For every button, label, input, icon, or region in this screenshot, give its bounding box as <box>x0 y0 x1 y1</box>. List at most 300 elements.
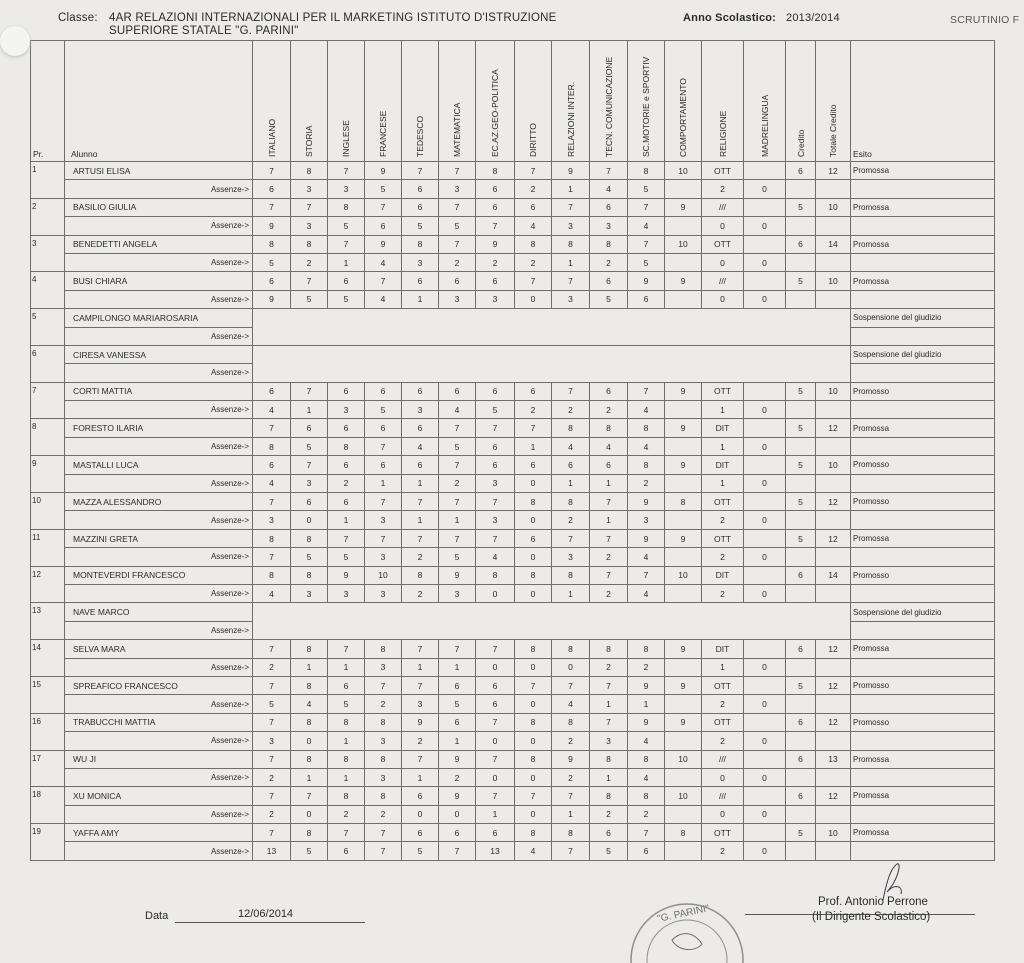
absence-cell: 1 <box>328 732 365 750</box>
grade-cell: 7 <box>515 162 552 180</box>
grade-cell: 12 <box>816 419 851 437</box>
grade-cell: 7 <box>253 640 291 658</box>
signature-scribble-icon <box>875 860 907 904</box>
grade-cell: 9 <box>628 529 665 547</box>
grade-cell: 10 <box>365 566 402 584</box>
grade-cell: 8 <box>515 640 552 658</box>
esito-empty-cell <box>851 290 995 308</box>
absence-cell: 3 <box>439 290 476 308</box>
grade-cell: 8 <box>552 824 590 842</box>
student-name: XU MONICA <box>65 787 253 805</box>
table-row <box>31 824 995 842</box>
grade-cell: 7 <box>291 787 328 805</box>
absence-cell: 2 <box>439 253 476 271</box>
student-name: BASILIO GIULIA <box>65 198 253 216</box>
absence-cell: 5 <box>328 695 365 713</box>
absence-cell: 4 <box>439 401 476 419</box>
grade-cell: 9 <box>552 162 590 180</box>
grade-cell: 7 <box>328 529 365 547</box>
grade-cell: 7 <box>552 382 590 400</box>
absence-cell: 2 <box>590 401 628 419</box>
absence-cell <box>786 658 816 676</box>
grade-cell: 9 <box>628 272 665 290</box>
row-number: 14 <box>31 640 65 677</box>
absence-cell: 3 <box>590 217 628 235</box>
school-stamp-icon <box>612 900 762 963</box>
col-subject-9 <box>590 41 628 162</box>
date-value: 12/06/2014 <box>238 908 294 920</box>
absence-cell: 5 <box>328 548 365 566</box>
grade-cell: 7 <box>253 162 291 180</box>
grade-cell: 6 <box>439 713 476 731</box>
grade-cell: 7 <box>253 713 291 731</box>
grade-cell: 9 <box>665 198 702 216</box>
grade-cell: 7 <box>590 566 628 584</box>
absence-cell <box>816 290 851 308</box>
absence-cell: 4 <box>590 437 628 455</box>
grade-cell: 8 <box>552 713 590 731</box>
absence-cell: 2 <box>328 805 365 823</box>
absence-cell <box>816 253 851 271</box>
absence-cell: 7 <box>552 842 590 860</box>
grade-cell: 7 <box>476 640 515 658</box>
esito-empty-cell <box>851 658 995 676</box>
absence-cell: 2 <box>628 658 665 676</box>
grade-cell: 9 <box>628 713 665 731</box>
grade-cell: 8 <box>515 824 552 842</box>
absence-cell: 0 <box>291 805 328 823</box>
absence-cell: 2 <box>439 474 476 492</box>
esito-empty-cell <box>851 621 995 639</box>
scrutinio-table <box>30 40 995 861</box>
esito-empty-cell <box>851 548 995 566</box>
grade-cell: 7 <box>515 419 552 437</box>
esito-cell: Promossa <box>851 419 995 437</box>
grade-cell: 8 <box>291 676 328 694</box>
grade-cell: 7 <box>253 198 291 216</box>
absence-cell: 6 <box>628 842 665 860</box>
student-name: NAVE MARCO <box>65 603 253 621</box>
absence-cell: 2 <box>253 658 291 676</box>
col-label: TECN. COMUNICAZIONE <box>603 56 614 157</box>
empty-grades <box>253 309 851 346</box>
absence-cell: 4 <box>365 290 402 308</box>
absence-cell <box>786 584 816 602</box>
col-label: RELAZIONI INTER. <box>565 81 576 157</box>
col-subject-5 <box>439 41 476 162</box>
grade-cell: 7 <box>253 787 291 805</box>
row-number: 8 <box>31 419 65 456</box>
absence-cell: 3 <box>476 474 515 492</box>
assenze-label: Assenze-> <box>65 621 253 639</box>
student-name: MAZZA ALESSANDRO <box>65 493 253 511</box>
student-name: MAZZINI GRETA <box>65 529 253 547</box>
absence-cell: 1 <box>291 401 328 419</box>
absence-cell: 2 <box>628 474 665 492</box>
absence-cell: 3 <box>291 217 328 235</box>
grade-cell: 6 <box>439 272 476 290</box>
col-label: COMPORTAMENTO <box>678 78 688 157</box>
grade-cell: OTT <box>702 824 744 842</box>
grade-cell: 9 <box>665 713 702 731</box>
absence-cell: 6 <box>628 290 665 308</box>
grade-cell: 9 <box>439 787 476 805</box>
table-row <box>31 713 995 731</box>
absence-cell <box>665 732 702 750</box>
grade-cell: 13 <box>816 750 851 768</box>
absence-cell: 6 <box>365 217 402 235</box>
absence-cell: 2 <box>402 548 439 566</box>
grade-cell: 6 <box>476 676 515 694</box>
grade-cell: 7 <box>590 713 628 731</box>
esito-empty-cell <box>851 401 995 419</box>
absence-cell: 0 <box>439 805 476 823</box>
grade-cell: 6 <box>253 456 291 474</box>
absence-cell: 2 <box>253 768 291 786</box>
grade-cell: 7 <box>476 529 515 547</box>
grade-cell: 7 <box>253 750 291 768</box>
grade-cell: 5 <box>786 824 816 842</box>
absence-cell <box>816 842 851 860</box>
absence-cell: 2 <box>476 253 515 271</box>
table-row-absences <box>31 732 995 750</box>
absence-cell: 1 <box>328 511 365 529</box>
grade-cell: 6 <box>365 419 402 437</box>
absence-cell: 0 <box>744 695 786 713</box>
absence-cell: 1 <box>702 658 744 676</box>
table-row <box>31 162 995 180</box>
grade-cell: 8 <box>628 787 665 805</box>
grade-cell: 7 <box>439 198 476 216</box>
grade-cell: 6 <box>786 162 816 180</box>
grade-cell: 10 <box>816 272 851 290</box>
absence-cell: 5 <box>476 401 515 419</box>
grade-cell: 7 <box>402 640 439 658</box>
col-label: DIRITTO <box>528 123 538 157</box>
grade-cell: 5 <box>786 529 816 547</box>
grade-cell: 12 <box>816 640 851 658</box>
grade-cell: 6 <box>365 382 402 400</box>
assenze-label: Assenze-> <box>65 327 253 345</box>
scrutinio-label: SCRUTINIO F <box>950 14 1020 26</box>
col-subject-1 <box>291 41 328 162</box>
absence-cell: 1 <box>402 658 439 676</box>
absence-cell: 0 <box>515 584 552 602</box>
esito-cell: Promossa <box>851 235 995 253</box>
absence-cell: 2 <box>515 253 552 271</box>
esito-cell: Sospensione del giudizio <box>851 345 995 363</box>
absence-cell: 1 <box>590 511 628 529</box>
absence-cell: 0 <box>702 217 744 235</box>
absence-cell: 5 <box>365 401 402 419</box>
anno-label: Anno Scolastico: <box>683 12 777 24</box>
grade-cell: 12 <box>816 787 851 805</box>
absence-cell: 3 <box>628 511 665 529</box>
absence-cell: 0 <box>744 805 786 823</box>
assenze-label: Assenze-> <box>65 290 253 308</box>
grade-cell: 7 <box>328 235 365 253</box>
col-esito: Esito <box>851 41 995 162</box>
esito-cell: Promossa <box>851 198 995 216</box>
grade-cell: 8 <box>328 787 365 805</box>
absence-cell <box>816 584 851 602</box>
assenze-label: Assenze-> <box>65 437 253 455</box>
esito-cell: Promosso <box>851 493 995 511</box>
grade-cell: 7 <box>402 493 439 511</box>
absence-cell: 0 <box>702 768 744 786</box>
grade-cell: 6 <box>590 272 628 290</box>
grade-cell: 8 <box>365 750 402 768</box>
grade-cell: 6 <box>402 419 439 437</box>
grade-cell: 6 <box>291 493 328 511</box>
grade-cell: 7 <box>552 676 590 694</box>
esito-empty-cell <box>851 511 995 529</box>
grade-cell: 6 <box>402 198 439 216</box>
absence-cell: 3 <box>552 548 590 566</box>
absence-cell: 5 <box>328 217 365 235</box>
grade-cell: 6 <box>590 456 628 474</box>
grade-cell: 7 <box>402 162 439 180</box>
absence-cell: 2 <box>552 732 590 750</box>
row-number: 4 <box>31 272 65 309</box>
grade-cell: 8 <box>590 419 628 437</box>
signer-name: Prof. Antonio Perrone <box>818 896 928 908</box>
absence-cell: 6 <box>476 180 515 198</box>
table-row-absences <box>31 768 995 786</box>
col-label: Credito <box>795 129 806 157</box>
esito-empty-cell <box>851 474 995 492</box>
grade-cell <box>744 713 786 731</box>
absence-cell <box>786 437 816 455</box>
absence-cell: 4 <box>628 548 665 566</box>
esito-empty-cell <box>851 768 995 786</box>
grade-cell: 10 <box>816 382 851 400</box>
grade-cell: 7 <box>515 787 552 805</box>
grade-cell: 9 <box>365 235 402 253</box>
grade-cell: 6 <box>786 713 816 731</box>
assenze-label: Assenze-> <box>65 401 253 419</box>
grade-cell: 7 <box>365 824 402 842</box>
absence-cell: 4 <box>552 437 590 455</box>
grade-cell: 7 <box>328 640 365 658</box>
row-number: 2 <box>31 198 65 235</box>
grade-cell: 6 <box>402 824 439 842</box>
absence-cell: 3 <box>552 290 590 308</box>
table-row <box>31 272 995 290</box>
grade-cell: 7 <box>365 676 402 694</box>
grade-cell <box>744 787 786 805</box>
esito-empty-cell <box>851 180 995 198</box>
col-label: FRANCESE <box>378 110 388 157</box>
absence-cell: 0 <box>476 768 515 786</box>
student-name: CIRESA VANESSA <box>65 345 253 363</box>
grade-cell: 7 <box>590 162 628 180</box>
row-number: 12 <box>31 566 65 603</box>
absence-cell: 6 <box>476 437 515 455</box>
table-row-absences <box>31 658 995 676</box>
grade-cell: 9 <box>328 566 365 584</box>
grade-cell: 7 <box>291 382 328 400</box>
row-number: 11 <box>31 529 65 566</box>
grade-cell: 10 <box>665 235 702 253</box>
grade-cell: 6 <box>291 419 328 437</box>
grade-cell: 10 <box>665 787 702 805</box>
absence-cell <box>816 437 851 455</box>
absence-cell: 6 <box>402 180 439 198</box>
absence-cell: 1 <box>328 253 365 271</box>
esito-empty-cell <box>851 327 995 345</box>
absence-cell: 1 <box>439 732 476 750</box>
esito-cell: Promosso <box>851 456 995 474</box>
grade-cell: 7 <box>515 272 552 290</box>
absence-cell: 0 <box>291 732 328 750</box>
grade-cell: 7 <box>439 235 476 253</box>
grade-cell: 12 <box>816 162 851 180</box>
esito-empty-cell <box>851 732 995 750</box>
absence-cell <box>665 842 702 860</box>
absence-cell <box>816 180 851 198</box>
grade-cell: 10 <box>665 566 702 584</box>
absence-cell <box>786 180 816 198</box>
grade-cell: 7 <box>291 272 328 290</box>
esito-cell: Promossa <box>851 787 995 805</box>
grade-cell: 8 <box>291 824 328 842</box>
absence-cell <box>786 401 816 419</box>
absence-cell: 0 <box>744 548 786 566</box>
absence-cell <box>786 217 816 235</box>
grade-cell: 8 <box>628 640 665 658</box>
grade-cell: 8 <box>291 640 328 658</box>
absence-cell: 4 <box>365 253 402 271</box>
absence-cell <box>816 511 851 529</box>
grade-cell: 5 <box>786 419 816 437</box>
absence-cell: 6 <box>328 842 365 860</box>
absence-cell: 1 <box>552 474 590 492</box>
absence-cell: 0 <box>702 805 744 823</box>
absence-cell: 0 <box>744 658 786 676</box>
grade-cell: 9 <box>439 750 476 768</box>
grade-cell: 8 <box>291 235 328 253</box>
grade-cell: OTT <box>702 713 744 731</box>
grade-cell: 5 <box>786 272 816 290</box>
grade-cell: 6 <box>328 456 365 474</box>
esito-empty-cell <box>851 842 995 860</box>
col-label: RELIGIONE <box>717 110 728 157</box>
absence-cell: 8 <box>328 437 365 455</box>
grade-cell: 6 <box>402 456 439 474</box>
grade-cell <box>744 272 786 290</box>
absence-cell: 2 <box>328 474 365 492</box>
grade-cell: 7 <box>552 272 590 290</box>
absence-cell: 4 <box>628 768 665 786</box>
grade-cell: 7 <box>439 640 476 658</box>
student-name: WU JI <box>65 750 253 768</box>
grade-cell: 7 <box>439 162 476 180</box>
absence-cell: 1 <box>402 511 439 529</box>
esito-empty-cell <box>851 364 995 382</box>
absence-cell: 1 <box>291 768 328 786</box>
grade-cell: 9 <box>665 676 702 694</box>
absence-cell: 1 <box>402 290 439 308</box>
grade-cell: 8 <box>253 529 291 547</box>
absence-cell: 5 <box>328 290 365 308</box>
grade-cell: 6 <box>476 824 515 842</box>
absence-cell <box>665 437 702 455</box>
table-row <box>31 382 995 400</box>
grade-cell: 8 <box>365 713 402 731</box>
grade-cell: 6 <box>552 456 590 474</box>
table-row <box>31 529 995 547</box>
table-row-absences <box>31 217 995 235</box>
grade-cell: 7 <box>365 529 402 547</box>
absence-cell: 3 <box>365 584 402 602</box>
grade-cell: 7 <box>552 787 590 805</box>
assenze-label: Assenze-> <box>65 180 253 198</box>
col-subject-7 <box>515 41 552 162</box>
absence-cell: 0 <box>744 768 786 786</box>
absence-cell: 1 <box>291 658 328 676</box>
absence-cell <box>665 805 702 823</box>
col-alunno: Alunno <box>65 41 253 162</box>
table-row <box>31 493 995 511</box>
esito-empty-cell <box>851 253 995 271</box>
absence-cell: 1 <box>590 474 628 492</box>
grade-cell: /// <box>702 272 744 290</box>
grade-cell: 8 <box>552 235 590 253</box>
table-header-row <box>31 41 995 162</box>
grade-cell: 9 <box>665 456 702 474</box>
grade-cell: 6 <box>515 382 552 400</box>
absence-cell: 5 <box>439 695 476 713</box>
esito-empty-cell <box>851 805 995 823</box>
absence-cell <box>665 474 702 492</box>
empty-grades <box>253 345 851 382</box>
grade-cell <box>744 198 786 216</box>
absence-cell: 0 <box>744 437 786 455</box>
absence-cell: 8 <box>253 437 291 455</box>
absence-cell: 9 <box>253 217 291 235</box>
absence-cell <box>816 217 851 235</box>
grade-cell: 14 <box>816 235 851 253</box>
absence-cell <box>786 290 816 308</box>
assenze-label: Assenze-> <box>65 474 253 492</box>
absence-cell <box>816 768 851 786</box>
grade-cell: 12 <box>816 676 851 694</box>
table-row-absences <box>31 437 995 455</box>
grade-cell: 6 <box>328 382 365 400</box>
absence-cell: 7 <box>439 842 476 860</box>
col-label: Totale Credito <box>828 104 838 157</box>
grade-cell: 8 <box>476 162 515 180</box>
absence-cell: 0 <box>476 584 515 602</box>
grade-cell: OTT <box>702 235 744 253</box>
table-row-absences <box>31 180 995 198</box>
col-subject-11 <box>665 41 702 162</box>
absence-cell <box>786 511 816 529</box>
absence-cell: 3 <box>365 768 402 786</box>
grade-cell: 6 <box>402 787 439 805</box>
absence-cell: 0 <box>744 401 786 419</box>
grade-cell: 6 <box>786 235 816 253</box>
col-subject-14 <box>786 41 816 162</box>
absence-cell <box>816 658 851 676</box>
grade-cell: 7 <box>515 676 552 694</box>
esito-cell: Promosso <box>851 676 995 694</box>
esito-cell: Promossa <box>851 272 995 290</box>
assenze-label: Assenze-> <box>65 253 253 271</box>
grade-cell: 7 <box>291 456 328 474</box>
grade-cell: 7 <box>628 198 665 216</box>
